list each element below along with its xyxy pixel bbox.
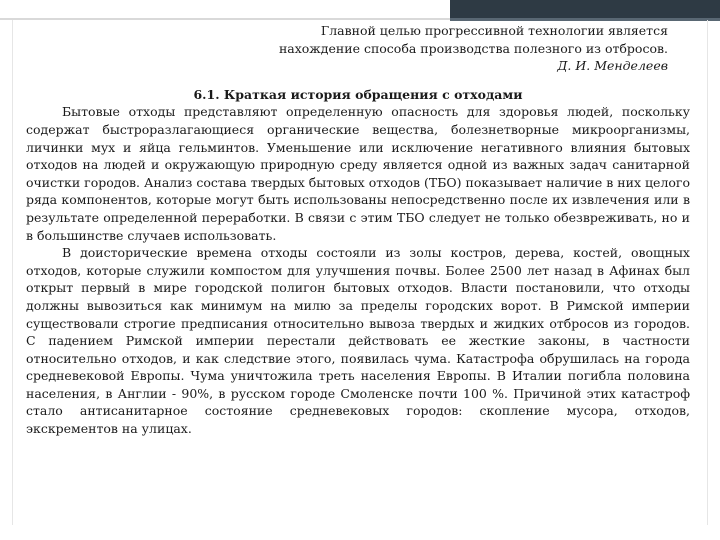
paragraph-waste-history: В доисторические времена отходы состояли из золы костров, дерева, костей, овощных отходов, которые служили компостом для улучшения почвы. Более 2500 лет назад в Афинах был открыт первый в мире городской полигон бытовых отходов. Власти постановили, что отходы должны вывозиться как минимум на милю за пределы городских ворот. В Римской империи существовали строгие предписания относительно вывоза твердых и жидких отбросов из городов. С падением Римской империи перестали действовать ее жесткие законы, в частности относительно отходов, и как следствие этого, появилась чума. Катастрофа обрушилась на города средневековой Европы. Чума уничтожила треть населения Европы. В Италии погибла половина населения, в Англии - 90%, в русском городе Смоленске почти 100 %. Причиной этих катастроф стало антисанитарное состояние средневековых городов: скопление мусора, отходов, экскрементов на улицах. xyxy=(26,245,690,437)
section-heading: 6.1. Краткая история обращения с отходами xyxy=(193,86,523,102)
epigraph-line-2: нахождение способа производства полезного из отбросов. xyxy=(278,40,668,56)
right-margin-rule xyxy=(707,20,708,525)
top-decoration-dark-block xyxy=(450,0,720,18)
epigraph-author: Д. И. Менделеев xyxy=(557,58,668,74)
paragraph-household-waste: Бытовые отходы представляют определенную опасность для здоровья людей, поскольку содержат быстроразлагающиеся органические вещества, болезнетворные микроорганизмы, личинки мух и яйца гельминтов. Уменьшение или исключение негативного влияния бытовых отходов на людей и окружающую природную среду является одной из важных задач санитарной очистки городов. Анализ состава твердых бытовых отходов (ТБО) показывает наличие в них целого ряда компонентов, которые могут быть использованы непосредственно после их извлечения или в результате определенной переработки. В связи с этим ТБО следует не только обезвреживать, но и в большинстве случаев использовать. xyxy=(26,104,690,243)
top-decoration-bar xyxy=(0,0,720,18)
document-body xyxy=(26,22,690,438)
epigraph-line-1: Главной целью прогрессивной технологии является xyxy=(320,23,668,38)
epigraph xyxy=(26,22,690,75)
top-decoration-accent xyxy=(450,18,720,21)
left-margin-rule xyxy=(12,20,13,525)
